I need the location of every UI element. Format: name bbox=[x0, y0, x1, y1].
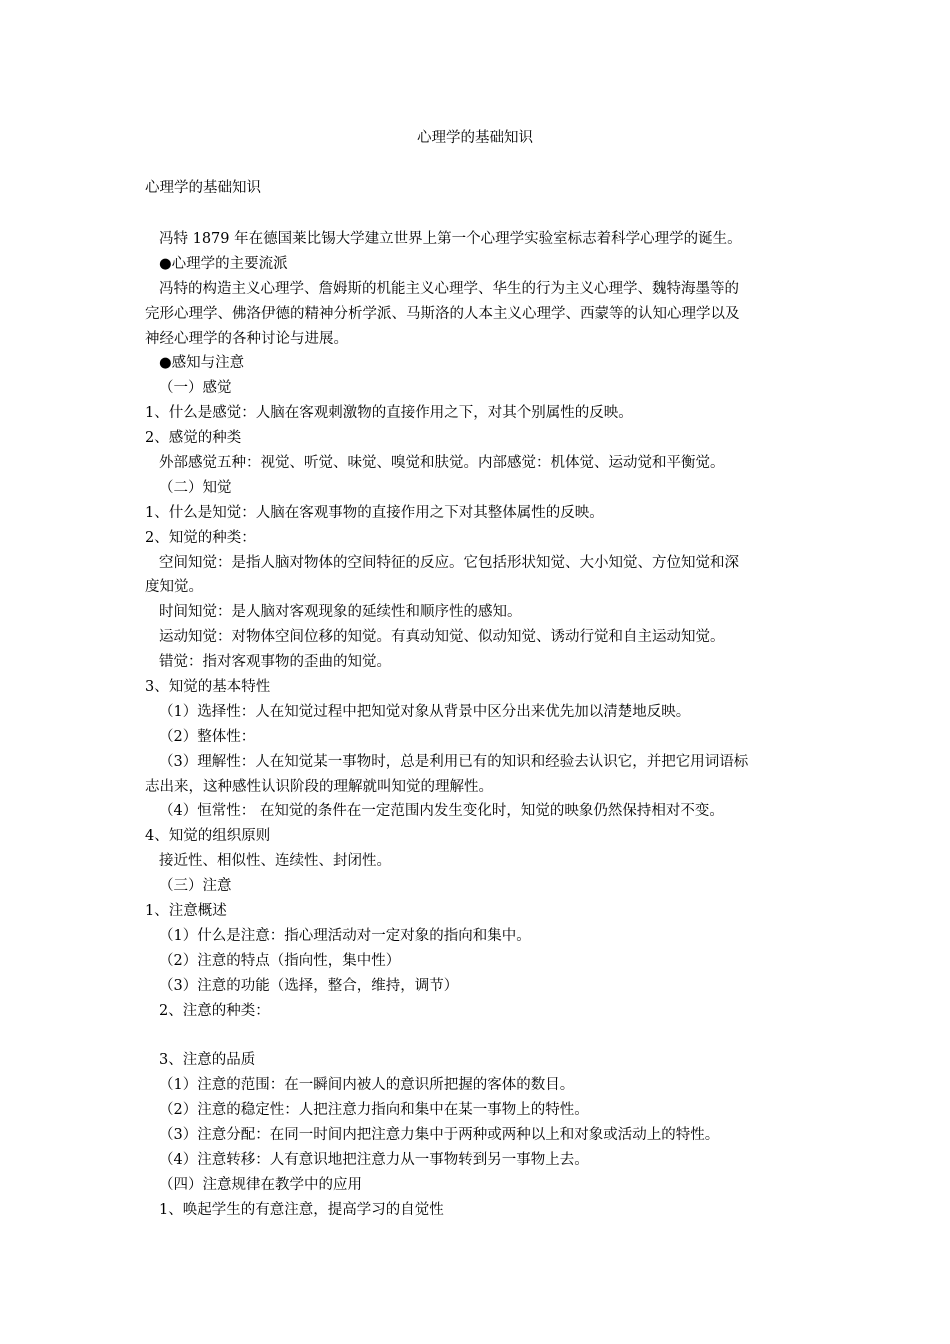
text-line: （1）什么是注意：指心理活动对一定对象的指向和集中。 bbox=[159, 927, 531, 944]
text-line: 空间知觉：是指人脑对物体的空间特征的反应。它包括形状知觉、大小知觉、方位知觉和深 bbox=[159, 554, 739, 571]
text-line: 外部感觉五种：视觉、听觉、味觉、嗅觉和肤觉。内部感觉：机体觉、运动觉和平衡觉。 bbox=[159, 455, 725, 472]
text-line: （3）注意的功能（选择，整合，维持，调节） bbox=[159, 977, 459, 994]
text-line: 2、知觉的种类： bbox=[145, 529, 256, 546]
text-line: （3）理解性：人在知觉某一事物时，总是利用已有的知识和经验去认识它，并把它用词语标 bbox=[159, 753, 749, 770]
text-line: 错觉：指对客观事物的歪曲的知觉。 bbox=[159, 654, 391, 671]
text-line: 2、感觉的种类 bbox=[145, 430, 242, 447]
text-line: （3）注意分配：在同一时间内把注意力集中于两种或两种以上和对象或活动上的特性。 bbox=[159, 1127, 720, 1144]
text-line: ●心理学的主要流派 bbox=[159, 255, 288, 272]
text-line: （二）知觉 bbox=[159, 479, 232, 496]
text-line: （2）注意的稳定性：人把注意力指向和集中在某一事物上的特性。 bbox=[159, 1102, 589, 1119]
text-line: （4）注意转移：人有意识地把注意力从一事物转到另一事物上去。 bbox=[159, 1151, 589, 1168]
text-line: 3、知觉的基本特性 bbox=[145, 679, 271, 696]
text-line: 4、知觉的组织原则 bbox=[145, 828, 271, 845]
text-line: （2）注意的特点（指向性，集中性） bbox=[159, 952, 401, 969]
text-line: （4）恒常性： 在知觉的条件在一定范围内发生变化时，知觉的映象仍然保持相对不变。 bbox=[159, 803, 724, 820]
text-line: 1、什么是知觉：人脑在客观事物的直接作用之下对其整体属性的反映。 bbox=[145, 504, 604, 521]
document-title: 心理学的基础知识 bbox=[417, 130, 533, 146]
text-line: （三）注意 bbox=[159, 878, 232, 895]
text-line: 时间知觉：是人脑对客观现象的延续性和顺序性的感知。 bbox=[159, 604, 522, 621]
text-line: 1、注意概述 bbox=[145, 903, 227, 920]
text-line: （2）整体性： bbox=[159, 728, 256, 745]
text-line: 1、唤起学生的有意注意，提高学习的自觉性 bbox=[159, 1201, 444, 1218]
text-line: 度知觉。 bbox=[145, 579, 203, 596]
text-line: 完形心理学、佛洛伊德的精神分析学派、马斯洛的人本主义心理学、西蒙等的认知心理学以及 bbox=[145, 305, 740, 322]
text-line: 接近性、相似性、连续性、封闭性。 bbox=[159, 853, 391, 870]
text-line: （1）注意的范围：在一瞬间内被人的意识所把握的客体的数目。 bbox=[159, 1077, 575, 1094]
document-subtitle: 心理学的基础知识 bbox=[145, 180, 261, 196]
text-line: 3、注意的品质 bbox=[159, 1052, 256, 1069]
text-line: （1）选择性：人在知觉过程中把知觉对象从背景中区分出来优先加以清楚地反映。 bbox=[159, 703, 691, 720]
text-line: （一）感觉 bbox=[159, 380, 232, 397]
blank-line bbox=[145, 1024, 810, 1049]
text-line: 冯特 1879 年在德国莱比锡大学建立世界上第一个心理学实验室标志着科学心理学的诞生。 bbox=[159, 231, 742, 247]
text-line: 神经心理学的各种讨论与进展。 bbox=[145, 330, 348, 347]
text-line: 冯特的构造主义心理学、詹姆斯的机能主义心理学、华生的行为主义心理学、魏特海墨等的 bbox=[159, 280, 739, 297]
text-line: 志出来，这种感性认识阶段的理解就叫知觉的理解性。 bbox=[145, 778, 493, 795]
text-line: 2、注意的种类： bbox=[159, 1002, 270, 1019]
text-line: 运动知觉：对物体空间位移的知觉。有真动知觉、似动知觉、诱动行觉和自主运动知觉。 bbox=[159, 629, 725, 646]
document-body bbox=[145, 227, 810, 1223]
text-line: （四）注意规律在教学中的应用 bbox=[159, 1176, 362, 1193]
text-line: ●感知与注意 bbox=[159, 355, 245, 372]
text-line: 1、什么是感觉：人脑在客观刺激物的直接作用之下，对其个别属性的反映。 bbox=[145, 405, 633, 422]
